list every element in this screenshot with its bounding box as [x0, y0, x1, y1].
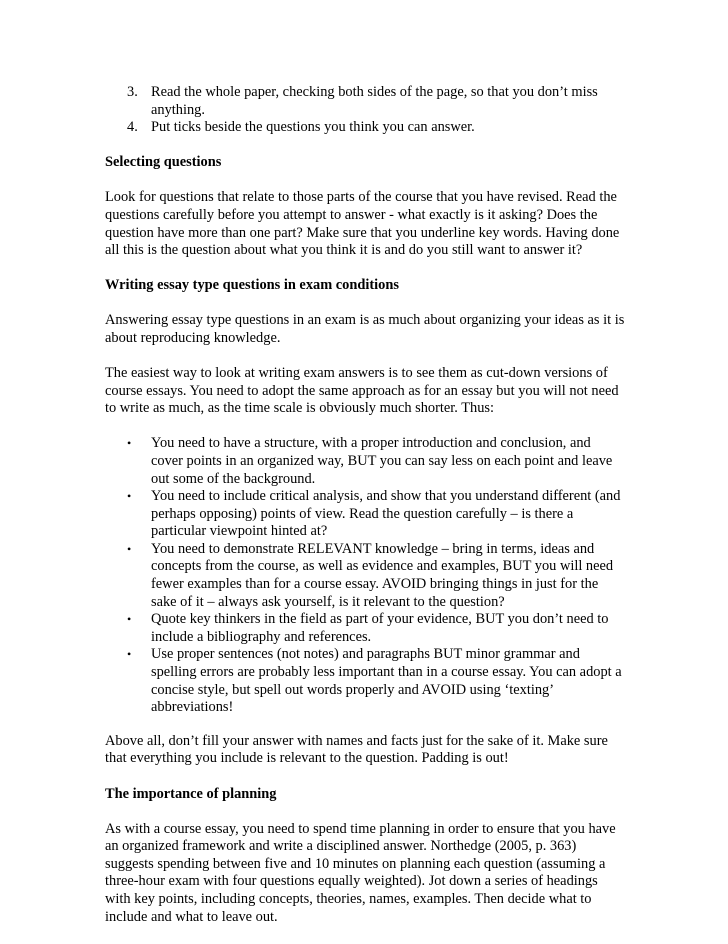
list-item-text: Put ticks beside the questions you think you can answer. [151, 119, 475, 136]
bullet-text: Use proper sentences (not notes) and paragraphs BUT minor grammar and spelling errors are probably less important than in a course essay. You can adopt a concise style, but spell out words properly and AVOID using ‘texting’ abbreviations! [151, 646, 622, 716]
bullet-icon: • [127, 489, 132, 504]
bullet-icon: • [127, 436, 132, 451]
paragraph-organizing-ideas: Answering essay type questions in an exam is as much about organizing your ideas as it is about reproducing knowledge. [105, 312, 625, 346]
document-page [105, 84, 625, 944]
bullet-text: You need to include critical analysis, and show that you understand different (and perhaps opposing) points of view. Read the question carefully – is there a particular viewpoint hinted at? [151, 488, 621, 540]
section-heading-planning: The importance of planning [105, 785, 277, 802]
section-heading-selecting-questions: Selecting questions [105, 154, 222, 171]
list-item [105, 84, 625, 119]
bullet-text: You need to demonstrate RELEVANT knowledge – bring in terms, ideas and concepts from the course, as well as evidence and examples, BUT you will need fewer examples than for a course essay. AVOID bringing things in just for the sake of it – always ask yourself, is it relevant to the question? [151, 540, 614, 610]
paragraph-planning: As with a course essay, you need to spend time planning in order to ensure that you have an organized framework and write a disciplined answer. Northedge (2005, p. 363) suggests spending between five and 10 minutes on planning each question (assuming a three-hour exam with four questions equally weighted). Jot down a series of headings with key points, including concepts, theories, names, examples. Then decide what to include and what to leave out. [105, 820, 616, 925]
list-item [105, 119, 625, 137]
bullet-item [105, 646, 625, 716]
paragraph-cut-down-versions: The easiest way to look at writing exam answers is to see them as cut-down versions of course essays. You need to adopt the same approach as for an essay but you will not need to write as much, as the time scale is obviously much shorter. Thus: [105, 365, 619, 417]
list-item-text: Read the whole paper, checking both sides of the page, so that you don’t miss anything. [151, 84, 598, 118]
bullet-item [105, 488, 625, 541]
bullet-item [105, 435, 625, 488]
section-heading-writing-essay: Writing essay type questions in exam conditions [105, 277, 399, 294]
paragraph-above-all: Above all, don’t fill your answer with names and facts just for the sake of it. Make sure that everything you include is relevant to the question. Padding is out! [105, 732, 608, 767]
numbered-list [105, 84, 625, 137]
bullet-icon: • [127, 541, 132, 556]
list-item-number: 4. [127, 119, 138, 136]
bullet-icon: • [127, 612, 132, 627]
bullet-item [105, 611, 625, 646]
bullet-text: Quote key thinkers in the field as part of your evidence, BUT you don’t need to include a bibliography and references. [151, 611, 609, 645]
bullet-list [105, 435, 625, 717]
bullet-icon: • [127, 647, 132, 662]
bullet-text: You need to have a structure, with a proper introduction and conclusion, and cover points in an organized way, BUT you can say less on each point and leave out some of the background. [151, 435, 613, 487]
paragraph-selecting-questions: Look for questions that relate to those parts of the course that you have revised. Read the questions carefully before you attempt to answer - what exactly is it asking? Does the question have more than one part? Make sure that you underline key words. Having done all this is the question about what you think it is and do you still want to answer it? [105, 189, 620, 259]
list-item-number: 3. [127, 84, 138, 100]
bullet-item [105, 541, 625, 611]
